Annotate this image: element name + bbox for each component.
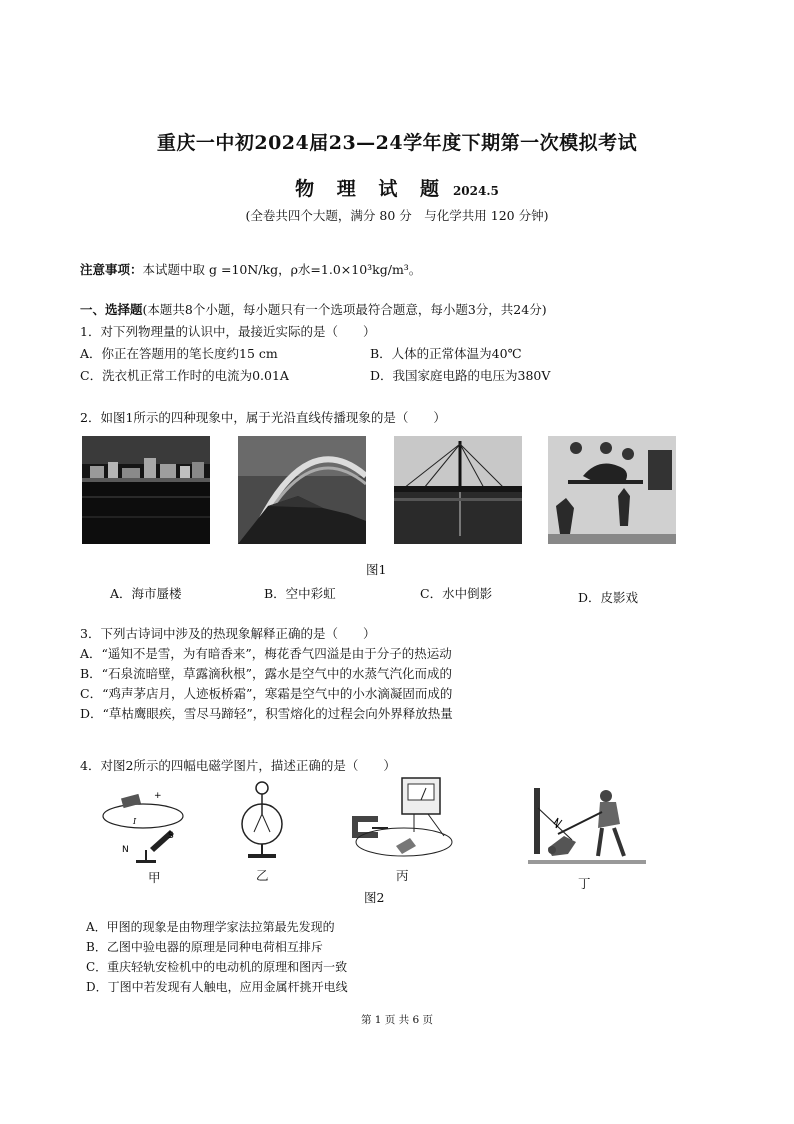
q4-option-b: B．乙图中验电器的原理是同种电荷相互排斥 [86,940,323,954]
oersted-diagram [98,786,188,866]
q2-option-b: B．空中彩虹 [264,586,336,601]
q2-option-d: D．皮影戏 [578,590,639,605]
subject-title [0,174,794,201]
q4-option-c: C．重庆轻轨安检机中的电动机的原理和图丙一致 [86,960,348,974]
q1-option-d: D．我国家庭电路的电压为380V [370,368,551,383]
rainbow-photo [238,436,366,544]
q4-option-a: A．甲图的现象是由物理学家法拉第最先发现的 [86,920,335,934]
q2-option-c: C．水中倒影 [420,586,493,601]
section-heading [80,300,547,318]
svg-text:+: + [154,791,162,801]
q3-stem: 3．下列古诗词中涉及的热现象解释正确的是（ ） [80,626,376,641]
mirage-photo [82,436,210,544]
panel-label-bing: 丙 [396,868,409,883]
q1-option-a: A．你正在答题用的笔长度约15 cm [80,346,278,361]
notice [80,260,421,278]
generator-diagram [344,776,456,864]
page-footer: 第 1 页 共 6 页 [360,1014,434,1026]
figure1-label: 图1 [366,562,387,577]
q3-option-a: A．“遥知不是雪，为有暗香来”，梅花香气四溢是由于分子的热运动 [80,646,452,661]
q2-option-a: A．海市蜃楼 [110,586,182,601]
notice-text: 本试题中取 g =10N/kg，ρ水=1.0×10³kg/m³。 [142,262,422,277]
panel-label-yi: 乙 [256,868,269,883]
exam-note: (全卷共四个大题，满分 80 分 与化学共用 120 分钟) [245,208,549,223]
subject-name: 物 理 试 题 [295,178,447,200]
exam-title: 重庆一中初2024届23—24学年度下期第一次模拟考试 [156,132,638,154]
electroscope-diagram [234,780,290,862]
electric-shock-diagram [528,784,646,870]
exam-date: 2024.5 [452,184,499,198]
reflection-photo [394,436,522,544]
section-label: 一、选择题 [80,302,143,317]
section-desc: (本题共8个小题，每小题只有一个选项最符合题意，每小题3分，共24分) [142,302,547,317]
figure2-label: 图2 [364,890,385,905]
q4-stem: 4．对图2所示的四幅电磁学图片，描述正确的是（ ） [80,758,396,773]
shadow-play-photo [548,436,676,544]
q3-option-d: D．“草枯鹰眼疾，雪尽马蹄轻”，积雪熔化的过程会向外界释放热量 [80,706,453,721]
q1-option-c: C．洗衣机正常工作时的电流为0.01A [80,368,289,383]
q1-stem: 1．对下列物理量的认识中，最接近实际的是（ ） [80,324,376,339]
q1-option-b: B．人体的正常体温为40℃ [370,346,522,361]
svg-text:S: S [168,831,174,841]
q3-option-c: C．“鸡声茅店月，人迹板桥霜”，寒霜是空气中的小水滴凝固而成的 [80,686,453,701]
q2-stem: 2．如图1所示的四种现象中，属于光沿直线传播现象的是（ ） [80,410,446,425]
svg-text:N: N [122,845,129,855]
panel-label-jia: 甲 [148,870,161,885]
panel-label-ding: 丁 [578,876,591,891]
svg-text:N: N [370,822,376,830]
q3-option-b: B．“石泉流暗壁，草露滴秋根”，露水是空气中的水蒸气汽化而成的 [80,666,452,681]
notice-label: 注意事项： [80,262,143,277]
q4-option-d: D．丁图中若发现有人触电，应用金属杆挑开电线 [86,980,348,994]
svg-text:I: I [133,817,137,826]
